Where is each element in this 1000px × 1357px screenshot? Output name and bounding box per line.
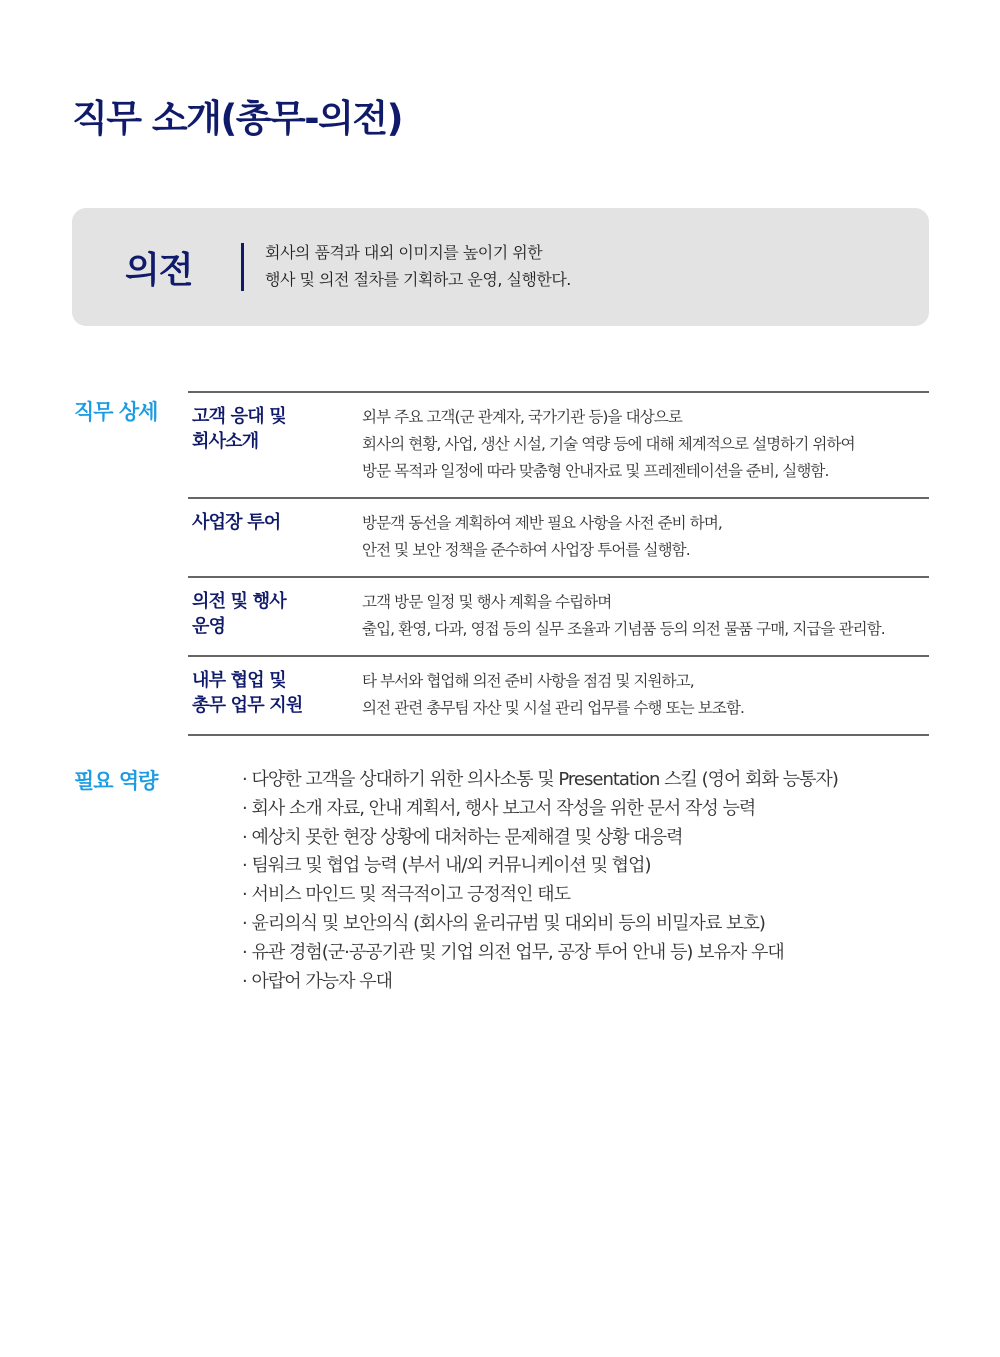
table-row: [188, 393, 929, 499]
summary-box: [72, 208, 929, 326]
skill-item: · 아랍어 가능자 우대: [242, 968, 838, 997]
skill-item: · 다양한 고객을 상대하기 위한 의사소통 및 Presentation 스킬 (영어 회화 능통자): [242, 766, 838, 795]
row-description: [362, 589, 885, 643]
row-description: [362, 668, 744, 722]
row-description-line: 고객 방문 일정 및 행사 계획을 수립하며: [362, 593, 612, 611]
row-description: [362, 404, 855, 485]
row-label: [188, 668, 362, 722]
row-label-line: 고객 응대 및: [192, 406, 286, 427]
skill-item: · 유관 경험(군·공공기관 및 기업 의전 업무, 공장 투어 안내 등) 보유자 우대: [242, 939, 838, 968]
row-description-line: 외부 주요 고객(군 관계자, 국가기관 등)을 대상으로: [362, 408, 682, 426]
row-description-line: 방문객 동선을 계획하여 제반 필요 사항을 사전 준비 하며,: [362, 514, 722, 532]
row-label: [188, 404, 362, 485]
skill-item: · 회사 소개 자료, 안내 계획서, 행사 보고서 작성을 위한 문서 작성 능력: [242, 795, 838, 824]
table-row: [188, 578, 929, 657]
summary-line: 행사 및 의전 절차를 기획하고 운영, 실행한다.: [265, 270, 571, 289]
row-label-line: 총무 업무 지원: [192, 695, 303, 716]
row-label: [188, 589, 362, 643]
skill-item: · 팀워크 및 협업 능력 (부서 내/외 커뮤니케이션 및 협업): [242, 852, 838, 881]
row-description-line: 의전 관련 총무팀 자산 및 시설 관리 업무를 수행 또는 보조함.: [362, 699, 745, 717]
detail-heading: 직무 상세: [74, 400, 158, 424]
row-description-line: 타 부서와 협업해 의전 준비 사항을 점검 및 지원하고,: [362, 672, 694, 690]
skill-item: · 예상치 못한 현장 상황에 대처하는 문제해결 및 상황 대응력: [242, 824, 838, 853]
detail-table: [188, 391, 929, 736]
skills-heading: 필요 역량: [74, 769, 158, 793]
row-label-line: 운영: [192, 616, 226, 637]
table-row: [188, 657, 929, 736]
skill-item: · 윤리의식 및 보안의식 (회사의 윤리규범 및 대외비 등의 비밀자료 보호): [242, 910, 838, 939]
row-description-line: 회사의 현황, 사업, 생산 시설, 기술 역량 등에 대해 체계적으로 설명하기 위하여: [362, 435, 855, 453]
skills-list: [242, 766, 838, 996]
summary-description: [265, 239, 571, 293]
divider: [241, 243, 244, 291]
page-title: 직무 소개(총무-의전): [72, 97, 402, 140]
row-label: [188, 510, 362, 564]
row-description: [362, 510, 722, 564]
summary-line: 회사의 품격과 대외 이미지를 높이기 위한: [265, 243, 543, 262]
row-label-line: 회사소개: [192, 431, 259, 452]
skill-item: · 서비스 마인드 및 적극적이고 긍정적인 태도: [242, 881, 838, 910]
row-label-line: 의전 및 행사: [192, 591, 286, 612]
row-description-line: 출입, 환영, 다과, 영접 등의 실무 조율과 기념품 등의 의전 물품 구매, 지급을 관리함.: [362, 620, 885, 638]
row-description-line: 방문 목적과 일정에 따라 맞춤형 안내자료 및 프레젠테이션을 준비, 실행함.: [362, 462, 829, 480]
summary-name: 의전: [125, 250, 193, 291]
row-label-line: 내부 협업 및: [192, 670, 286, 691]
row-label-line: 사업장 투어: [192, 512, 281, 533]
table-row: [188, 499, 929, 578]
row-description-line: 안전 및 보안 정책을 준수하여 사업장 투어를 실행함.: [362, 541, 690, 559]
